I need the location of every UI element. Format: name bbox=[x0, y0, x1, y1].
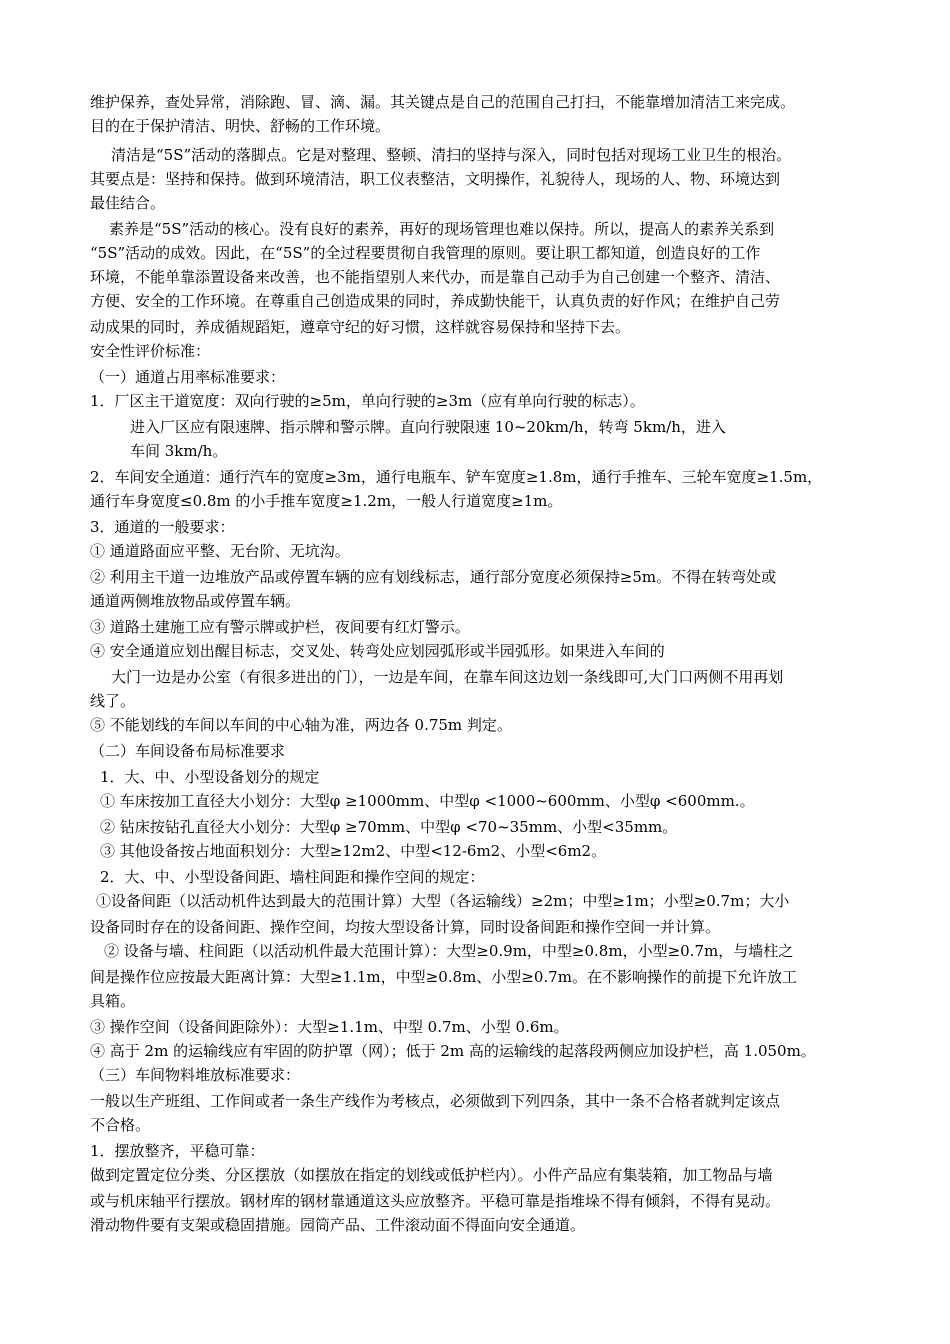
text-line: 车间 3km/h。 bbox=[130, 442, 228, 460]
list-item: 1．厂区主干道宽度：双向行驶的≥5m，单向行驶的≥3m（应有单向行驶的标志）。 bbox=[90, 392, 645, 410]
text-line: 间是操作位应按最大距离计算：大型≥1.1m，中型≥0.8m、小型≥0.7m。在不影响操作的前提下允许放工 bbox=[90, 968, 797, 986]
text-line: “5S”活动的成效。因此，在“5S”的全过程要贯彻自我管理的原则。要让职工都知道，创造良好的工作 bbox=[90, 244, 761, 262]
text-line: 大门一边是办公室（有很多进出的门），一边是车间，在靠车间这边划一条线即可,大门口两侧不用再划 bbox=[111, 668, 784, 686]
list-item: 1．大、中、小型设备划分的规定 bbox=[100, 768, 320, 786]
text-line: 目的在于保护清洁、明快、舒畅的工作环境。 bbox=[90, 117, 391, 135]
list-item: ① 通道路面应平整、无台阶、无坑沟。 bbox=[90, 542, 350, 560]
text-line: 线了。 bbox=[90, 692, 136, 710]
text-line: 具箱。 bbox=[90, 992, 136, 1010]
text-line: 维护保养，查处异常，消除跑、冒、滴、漏。其关键点是自己的范围自己打扫，不能靠增加清洁工来完成。 bbox=[90, 93, 796, 111]
text-line: 其要点是：坚持和保持。做到环境清洁，职工仪表整洁，文明操作，礼貌待人，现场的人、物、环境达到 bbox=[90, 170, 781, 188]
list-item: 3．通道的一般要求： bbox=[90, 518, 235, 536]
list-item: ① 车床按加工直径大小划分：大型φ ≥1000mm、中型φ <1000~600mm、小型φ <600mm.。 bbox=[100, 792, 755, 810]
text-line: 滑动物件要有支架或稳固措施。园筒产品、工件滚动面不得面向安全通道。 bbox=[90, 1216, 586, 1234]
section-heading: 安全性评价标准： bbox=[90, 342, 211, 360]
text-line: 一般以生产班组、工作间或者一条生产线作为考核点，必须做到下列四条，其中一条不合格者就判定该点 bbox=[90, 1092, 781, 1110]
text-line: 素养是“5S”活动的核心。没有良好的素养，再好的现场管理也难以保持。所以，提高人的素养关系到 bbox=[109, 220, 775, 238]
text-line: 通道两侧堆放物品或停置车辆。 bbox=[90, 592, 301, 610]
text-line: 方便、安全的工作环境。在尊重自己创造成果的同时，养成勤快能干，认真负责的好作风；在维护自己劳 bbox=[90, 292, 781, 310]
list-item: 2．车间安全通道：通行汽车的宽度≥3m，通行电瓶车、铲车宽度≥1.8m，通行手推车、三轮车宽度≥1.5m， bbox=[90, 468, 823, 486]
text-line: 或与机床轴平行摆放。钢材库的钢材靠通道这头应放整齐。平稳可靠是指堆垛不得有倾斜，不得有晃动。 bbox=[90, 1192, 781, 1210]
text-line: 环境，不能单靠添置设备来改善，也不能指望别人来代办，而是靠自己动手为自己创建一个整齐、清洁、 bbox=[90, 268, 781, 286]
subsection-heading: （一）通道占用率标准要求： bbox=[90, 368, 286, 386]
list-item: ② 钻床按钻孔直径大小划分：大型φ ≥70mm、中型φ <70~35mm、小型<35mm。 bbox=[100, 818, 678, 836]
subsection-heading: （二）车间设备布局标准要求 bbox=[90, 742, 286, 760]
list-item: ② 设备与墙、柱间距（以活动机件最大范围计算）：大型≥0.9m，中型≥0.8m，小型≥0.7m，与墙柱之 bbox=[104, 942, 794, 960]
text-line: 清洁是“5S”活动的落脚点。它是对整理、整顿、清扫的坚持与深入，同时包括对现场工业卫生的根治。 bbox=[111, 146, 792, 164]
text-line: 设备同时存在的设备间距、操作空间，均按大型设备计算，同时设备间距和操作空间一并计算。 bbox=[90, 918, 721, 936]
list-item: 2．大、中、小型设备间距、墙柱间距和操作空间的规定： bbox=[100, 868, 485, 886]
subsection-heading: （三）车间物料堆放标准要求： bbox=[90, 1066, 301, 1084]
list-item: ④ 高于 2m 的运输线应有牢固的防护罩（网）；低于 2m 高的运输线的起落段两侧应加设护栏，高 1.050m。 bbox=[90, 1042, 816, 1060]
text-line: 通行车身宽度≤0.8m 的小手推车宽度≥1.2m，一般人行道宽度≥1m。 bbox=[90, 492, 563, 510]
list-item: ③ 操作空间（设备间距除外）：大型≥1.1m、中型 0.7m、小型 0.6m。 bbox=[90, 1018, 569, 1036]
text-line: 动成果的同时，养成循规蹈矩，遵章守纪的好习惯，这样就容易保持和坚持下去。 bbox=[90, 318, 631, 336]
text-line: 不合格。 bbox=[90, 1116, 151, 1134]
list-item: ④ 安全通道应划出醒目标志，交叉处、转弯处应划园弧形或半园弧形。如果进入车间的 bbox=[90, 642, 665, 660]
list-item: ③ 其他设备按占地面积划分：大型≥12m2、中型<12-6m2、小型<6m2。 bbox=[100, 842, 607, 860]
list-item: ③ 道路土建施工应有警示牌或护栏，夜间要有红灯警示。 bbox=[90, 618, 470, 636]
text-line: 最佳结合。 bbox=[90, 194, 166, 212]
list-item: ⑤ 不能划线的车间以车间的中心轴为准，两边各 0.75m 判定。 bbox=[90, 716, 512, 734]
text-line: 做到定置定位分类、分区摆放（如摆放在指定的划线或低护栏内）。小件产品应有集装箱，加工物品与墙 bbox=[90, 1166, 773, 1184]
list-item: ② 利用主干道一边堆放产品或停置车辆的应有划线标志，通行部分宽度必须保持≥5m。不得在转弯处或 bbox=[90, 568, 777, 586]
text-line: 进入厂区应有限速牌、指示牌和警示牌。直向行驶限速 10~20km/h，转弯 5km/h，进入 bbox=[130, 418, 726, 436]
list-item: ①设备间距（以活动机件达到最大的范围计算）大型（各运输线）≥2m；中型≥1m；小型≥0.7m；大小 bbox=[96, 892, 790, 910]
list-item: 1．摆放整齐，平稳可靠： bbox=[90, 1142, 265, 1160]
